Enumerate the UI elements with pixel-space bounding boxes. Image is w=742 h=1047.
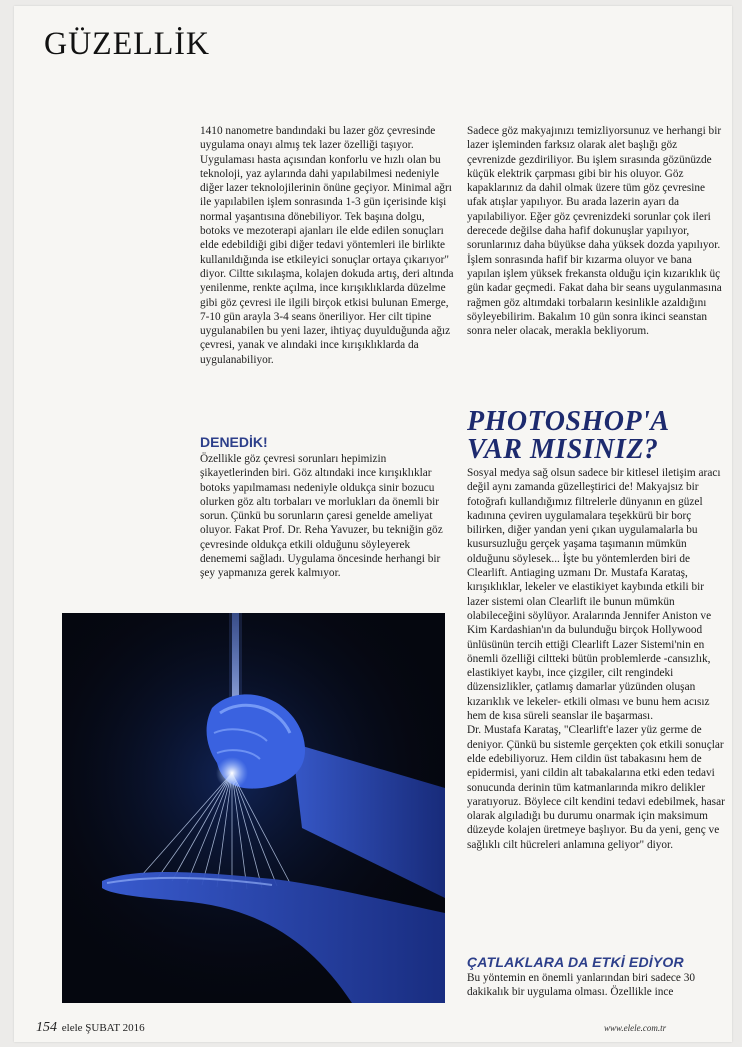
article-column-1-text: 1410 nanometre bandındaki bu lazer göz çevresinde uygulama onayı almış tek lazer özelliği taşıyor. Uygulaması hasta açısından konforlu ve hızlı olan bu teknoloji, yaz aylarında dahi yapılabilmesi nedeniyle diğer lazer teknolojilerinin önüne geçiyor. Minimal ağrı ile yapılabilen işlem sonrasında 1-3 gün içerisinde kişi normal yaşantısına dönebiliyor. Tek başına dolgu, botoks ve mezoterapi ajanları ile elde edilen sonuçları elde edebildiği gibi diğer tedavi yöntemleri ile birlikte kullanıldığında ise etkileyici sonuçlar ortaya çıkarıyor" diyor. Ciltte sıkılaşma, kolajen dokuda artış, deri altında yenilenme, renkte açılma, ince kırışıklıklarda düzelme gibi göz çevresi ile ilgili birçok etkisi bulunan Emerge, 7-10 gün arayla 3-4 seans öneriliyor. Her cilt tipine uygulanabilen bu yeni lazer, ihtiyaç duyulduğunda ağız çevresi, yanak ve alındaki ince kırışıklıklarda da uygulanabiliyor. bbox=[200, 125, 454, 366]
page-number: 154 bbox=[36, 1020, 57, 1035]
footer-website: www.elele.com.tr bbox=[604, 1023, 667, 1033]
headline-photoshop bbox=[467, 408, 727, 464]
article-photo bbox=[62, 613, 445, 1003]
section-title: GÜZELLİK bbox=[44, 26, 210, 62]
magazine-issue: elele ŞUBAT 2016 bbox=[61, 1022, 145, 1034]
glowing-hand-icon bbox=[62, 613, 445, 1003]
article-column-1-text-2: Özellikle göz çevresi sorunları hepimizin şikayetlerinden biri. Göz altındaki ince kırışıklıklar botoks yapılmaması nedeniyle oldukça sinir bozucu olurken göz altı torbaları ve morlukları da önemli bir sorun. Çünkü bu sorunların çaresi genelde ameliyat oluyor. Fakat Prof. Dr. Reha Yavuzer, bu tekniğin göz çevresinde oldukça etkili olduğunu söyleyerek denememi sağladı. Uygulama öncesinde herhangi bir şey yapmanıza gerek kalmıyor. bbox=[200, 453, 443, 580]
article-column-2-text-3: Dr. Mustafa Karataş, "Clearlift'e lazer yüz germe de deniyor. Çünkü bu sistemle gerçekten çok etkili sonuçlar elde edebiliyoruz. Hem cildin üst tabakasını hem de epidermisi, yani cildin alt tabakalarına etki eden tedavi sonucunda derinin tüm katmanlarında mikro delikler yaratıyoruz. Böylece cilt kendini tedavi edebilmek, hasar olarak algıladığı bu durumu onarmak için maksimum düzeyde kolajen üretmeye başlıyor. Bu da yeni, genç ve sağlıklı cilt hücreleri anlamına geliyor" diyor. bbox=[467, 724, 725, 851]
article-column-2-text: Sadece göz makyajınızı temizliyorsunuz ve herhangi bir lazer işleminden farksız olarak alet başlığı göz çevrenizde gezdiriliyor. Bu işlem sırasında gözünüzde küçük elektrik çarpması gibi bir his oluyor. Göz kapaklarınız da dahil olmak üzere tüm göz çevresine ufak atışlar yapılıyor. Bu arada lazerin ayarı da yapılabiliyor. Eğer göz çevrenizdeki sorunlar çok ileri derecede değilse daha hafif dokunuşlar yapılıyor, sorunlarınız daha büyükse daha yüksek dozda yapılıyor. İşlem sonrasında hafif bir kızarma oluyor ve bana yapılan işlem yüksek frekansta olduğu için kızarıklık üç gün kadar geçmedi. Fakat daha bir seans uygulanmasına rağmen göz altımdaki torbaların kesinlikle azaldığını söyleyebilirim. Bakalım 10 gün sonra ikinci seanstan sonra neler olacak, merakla bekliyorum. bbox=[467, 125, 722, 338]
magazine-page bbox=[14, 6, 732, 1042]
footer-page-info bbox=[36, 1020, 145, 1036]
subhead-catlaklara: ÇATLAKLARA DA ETKİ EDİYOR bbox=[467, 954, 684, 970]
article-column-2-body bbox=[467, 466, 727, 852]
headline-line-2: VAR MISINIZ? bbox=[467, 434, 659, 465]
subhead-denedik: DENEDİK! bbox=[200, 434, 268, 450]
article-column-2-text-4: Bu yöntemin en önemli yanlarından biri sadece 30 dakikalık bir uygulama olması. Özellikle ince bbox=[467, 972, 696, 999]
headline-line-1: PHOTOSHOP'A bbox=[467, 406, 670, 437]
article-column-2-text-2: Sosyal medya sağ olsun sadece bir kitlesel iletişim aracı değil aynı zamanda güzelleştirici de! Makyajsız bir fotoğrafı kullandığımız filtrelerle dünyanın en güzel kadınına çeviren uygulamalara teşekkürü bir borç bilirken, diğer yandan yeni çıkan uygulamalarla bu kusursuzluğu gerçek yaşama taşımanın mümkün olduğunu söylesek... İşte bu yöntemlerden biri de Clearlift. Antiaging uzmanı Dr. Mustafa Karataş, kırışıklıklar, lekeler ve elastikiyet kaybında etkili bir lazer sistemi olan Clearlift ile bunun mümkün olabileceğini söylüyor. Aralarında Jennifer Aniston ve Kim Kardashian'ın da bulunduğu birçok Hollywood ünlüsünün tercih ettiği Clearlift Lazer Sistemi'nin en önemli özelliği ciltteki bütün problemlerde -cansızlık, elastikiyet kaybı, ince çizgiler, cilt rengindeki düzensizlikler, çatlamış damarlar yüzünden oluşan kızarıklık ve lekeler- etkili olması ve bunu hem acısız hem de kısa süreli seanslar ile başarması. bbox=[467, 467, 721, 723]
